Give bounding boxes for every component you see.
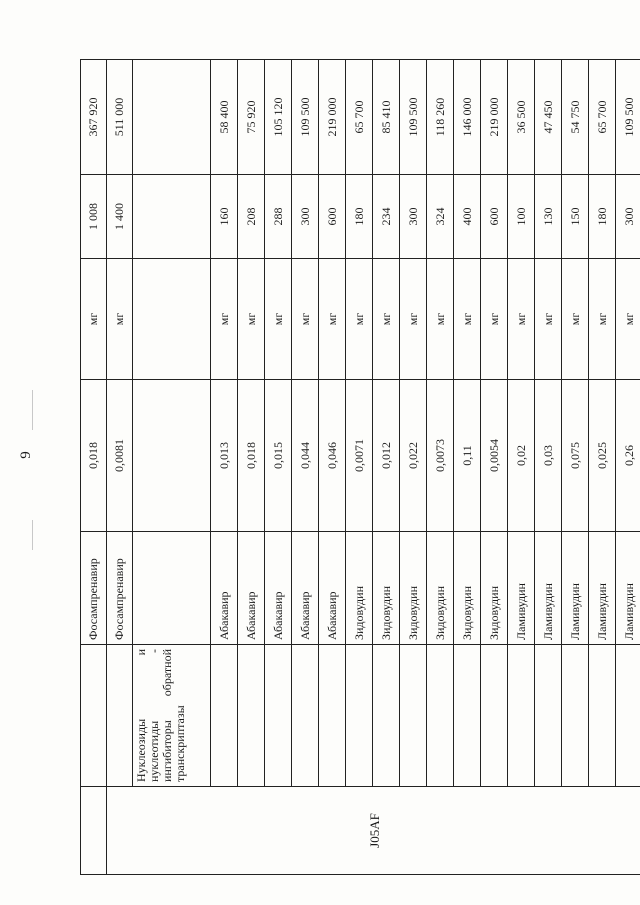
group-cell [373, 645, 400, 787]
group-cell [427, 645, 454, 787]
table-row [454, 60, 481, 875]
value-cell: 0,0073 [427, 380, 454, 532]
amount-cell: 105 120 [265, 60, 292, 175]
unit-cell: мг [265, 259, 292, 380]
drug-name-cell: Абакавир [211, 532, 238, 645]
drug-name-cell: Зидовудин [481, 532, 508, 645]
amount-cell: 146 000 [454, 60, 481, 175]
unit-cell: мг [400, 259, 427, 380]
dose-cell: 180 [346, 175, 373, 259]
amount-cell: 58 400 [211, 60, 238, 175]
group-cell [107, 645, 133, 787]
drug-name-cell: Зидовудин [427, 532, 454, 645]
table-row [508, 60, 535, 875]
table-row [373, 60, 400, 875]
empty-cell [133, 532, 211, 645]
value-cell: 0,013 [211, 380, 238, 532]
drug-name-cell: Абакавир [238, 532, 265, 645]
table-row [292, 60, 319, 875]
group-cell [400, 645, 427, 787]
table-row [319, 60, 346, 875]
drug-name-cell: Зидовудин [346, 532, 373, 645]
table-row [265, 60, 292, 875]
group-cell [535, 645, 562, 787]
table-row [211, 60, 238, 875]
amount-cell: 109 500 [616, 60, 640, 175]
scan-mark [32, 390, 33, 430]
value-cell: 0,046 [319, 380, 346, 532]
unit-cell: мг [319, 259, 346, 380]
amount-cell: 367 920 [81, 60, 107, 175]
table-row [400, 60, 427, 875]
table-row [427, 60, 454, 875]
value-cell: 0,0081 [107, 380, 133, 532]
amount-cell: 511 000 [107, 60, 133, 175]
document-table-area [80, 60, 636, 875]
dose-cell: 300 [616, 175, 640, 259]
unit-cell: мг [346, 259, 373, 380]
amount-cell: 54 750 [562, 60, 589, 175]
atc-code-cell: J05AF [107, 787, 640, 875]
group-header-row [133, 60, 211, 875]
table-row [81, 60, 107, 875]
table-row [535, 60, 562, 875]
dose-cell: 300 [400, 175, 427, 259]
unit-cell: мг [238, 259, 265, 380]
drug-name-cell: Фосампренавир [81, 532, 107, 645]
empty-cell [133, 380, 211, 532]
value-cell: 0,03 [535, 380, 562, 532]
drug-name-cell: Зидовудин [400, 532, 427, 645]
amount-cell: 219 000 [481, 60, 508, 175]
unit-cell: мг [454, 259, 481, 380]
group-cell [589, 645, 616, 787]
empty-cell [133, 175, 211, 259]
drug-name-cell: Ламивудин [562, 532, 589, 645]
group-cell [211, 645, 238, 787]
dose-cell: 208 [238, 175, 265, 259]
amount-cell: 75 920 [238, 60, 265, 175]
amount-cell: 47 450 [535, 60, 562, 175]
group-cell [616, 645, 640, 787]
unit-cell: мг [535, 259, 562, 380]
amount-cell: 36 500 [508, 60, 535, 175]
value-cell: 0,012 [373, 380, 400, 532]
empty-cell [133, 259, 211, 380]
group-cell [265, 645, 292, 787]
value-cell: 0,075 [562, 380, 589, 532]
group-cell [454, 645, 481, 787]
dose-cell: 324 [427, 175, 454, 259]
empty-cell [133, 60, 211, 175]
table-row [238, 60, 265, 875]
drug-name-cell: Абакавир [265, 532, 292, 645]
group-cell [292, 645, 319, 787]
dose-cell: 1 400 [107, 175, 133, 259]
scan-mark [32, 520, 33, 550]
unit-cell: мг [589, 259, 616, 380]
dose-cell: 234 [373, 175, 400, 259]
value-cell: 0,025 [589, 380, 616, 532]
value-cell: 0,022 [400, 380, 427, 532]
unit-cell: мг [427, 259, 454, 380]
drug-name-cell: Ламивудин [508, 532, 535, 645]
dose-cell: 150 [562, 175, 589, 259]
drug-name-cell: Ламивудин [589, 532, 616, 645]
table-row [481, 60, 508, 875]
group-name-cell: Нуклеозиды и нуклеотиды - ингибиторы обратной транскриптазы [133, 645, 211, 787]
unit-cell: мг [107, 259, 133, 380]
dose-cell: 100 [508, 175, 535, 259]
unit-cell: мг [481, 259, 508, 380]
dose-cell: 600 [481, 175, 508, 259]
table-row [616, 60, 640, 875]
group-cell [81, 645, 107, 787]
dose-cell: 130 [535, 175, 562, 259]
drug-name-cell: Зидовудин [373, 532, 400, 645]
unit-cell: мг [508, 259, 535, 380]
drug-name-cell: Фосампренавир [107, 532, 133, 645]
page-number: 9 [18, 451, 34, 459]
table-row [562, 60, 589, 875]
table-row [589, 60, 616, 875]
value-cell: 0,018 [238, 380, 265, 532]
value-cell: 0,11 [454, 380, 481, 532]
unit-cell: мг [616, 259, 640, 380]
group-cell [481, 645, 508, 787]
amount-cell: 219 000 [319, 60, 346, 175]
amount-cell: 65 700 [346, 60, 373, 175]
unit-cell: мг [292, 259, 319, 380]
dose-cell: 160 [211, 175, 238, 259]
value-cell: 0,015 [265, 380, 292, 532]
value-cell: 0,26 [616, 380, 640, 532]
drug-name-cell: Ламивудин [616, 532, 640, 645]
group-cell [319, 645, 346, 787]
value-cell: 0,044 [292, 380, 319, 532]
drug-name-cell: Абакавир [292, 532, 319, 645]
dose-cell: 180 [589, 175, 616, 259]
value-cell: 0,0054 [481, 380, 508, 532]
dose-cell: 288 [265, 175, 292, 259]
unit-cell: мг [211, 259, 238, 380]
dose-cell: 400 [454, 175, 481, 259]
dose-cell: 600 [319, 175, 346, 259]
unit-cell: мг [562, 259, 589, 380]
group-cell [562, 645, 589, 787]
table-row [107, 60, 133, 875]
unit-cell: мг [373, 259, 400, 380]
amount-cell: 65 700 [589, 60, 616, 175]
drug-dosage-table [80, 59, 640, 875]
unit-cell: мг [81, 259, 107, 380]
group-cell [346, 645, 373, 787]
amount-cell: 109 500 [400, 60, 427, 175]
value-cell: 0,0071 [346, 380, 373, 532]
amount-cell: 85 410 [373, 60, 400, 175]
drug-name-cell: Зидовудин [454, 532, 481, 645]
dose-cell: 300 [292, 175, 319, 259]
dose-cell: 1 008 [81, 175, 107, 259]
group-cell [508, 645, 535, 787]
amount-cell: 118 260 [427, 60, 454, 175]
drug-name-cell: Ламивудин [535, 532, 562, 645]
group-cell [238, 645, 265, 787]
value-cell: 0,018 [81, 380, 107, 532]
code-cell [81, 787, 107, 875]
drug-name-cell: Абакавир [319, 532, 346, 645]
value-cell: 0,02 [508, 380, 535, 532]
table-row [346, 60, 373, 875]
amount-cell: 109 500 [292, 60, 319, 175]
